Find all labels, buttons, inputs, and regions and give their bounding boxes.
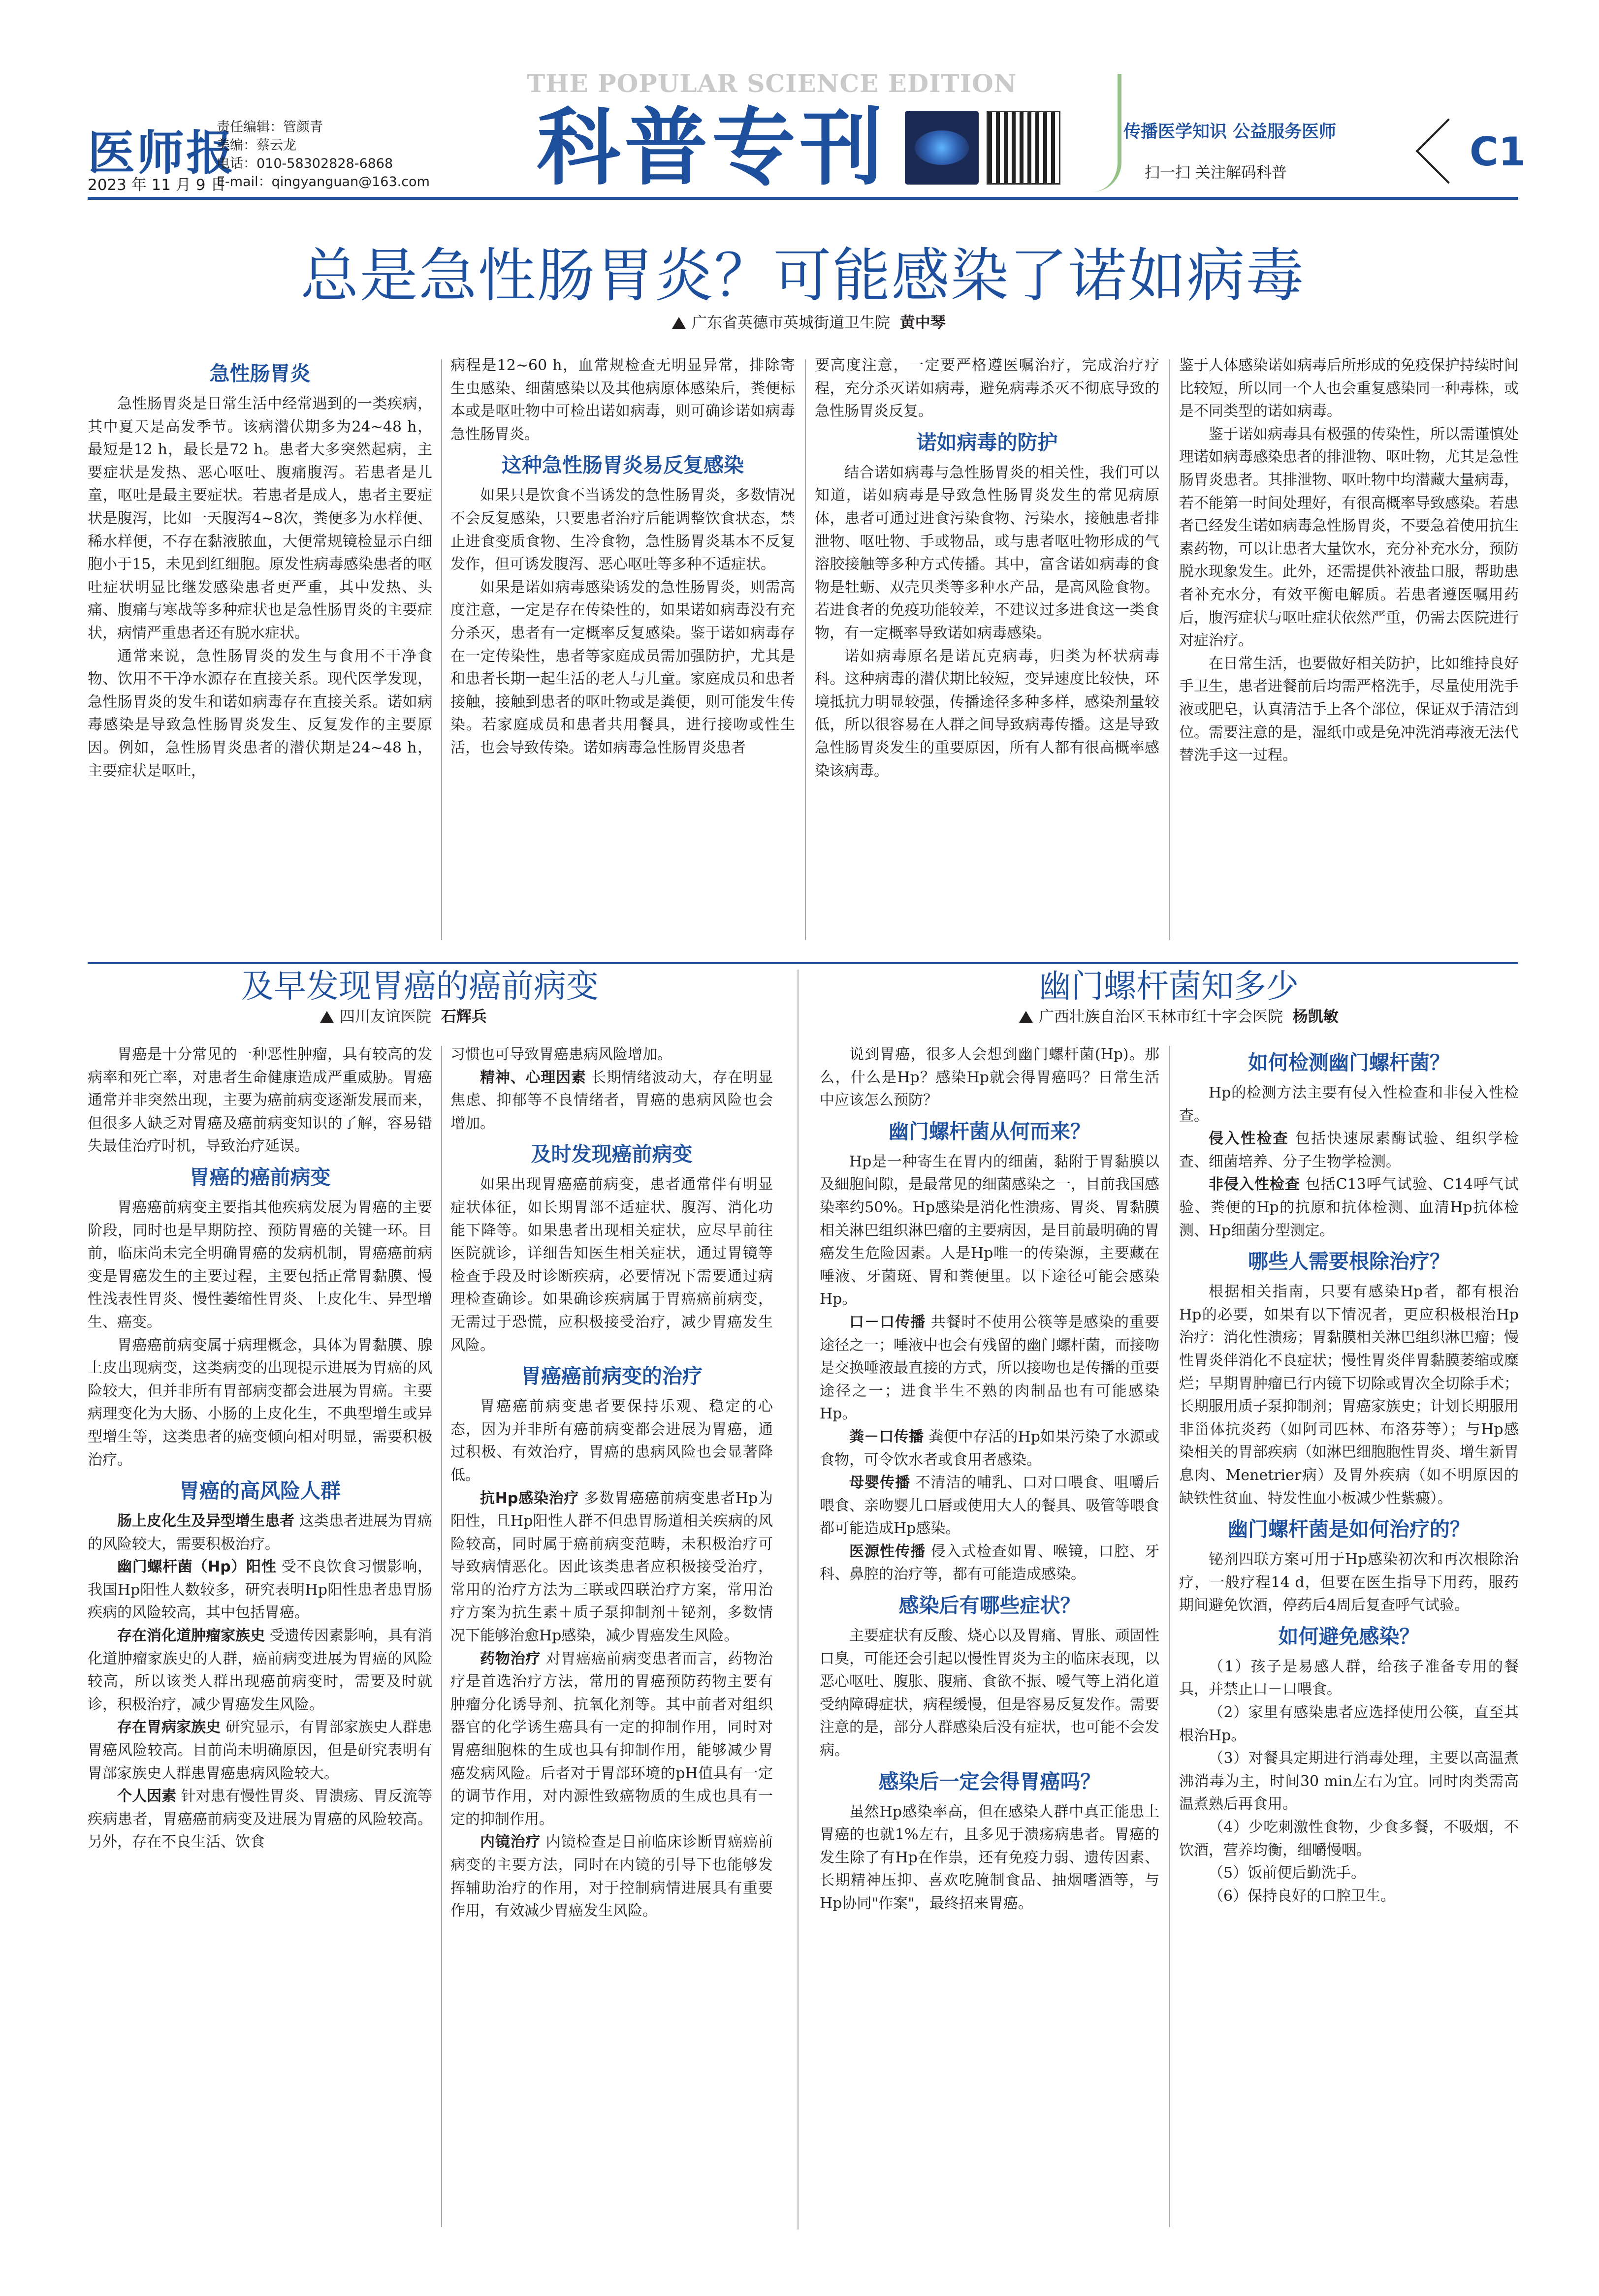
article3-column-2 bbox=[1179, 1043, 1519, 1908]
body-paragraph bbox=[88, 1785, 432, 1854]
masthead-rule bbox=[88, 197, 1518, 200]
body-paragraph bbox=[820, 1625, 1159, 1762]
paragraph-text: 铋剂四联方案可用于Hp感染初次和再次根除治疗，一般疗程14 d，但要在医生指导下用药，服药期间避免饮酒，停药后4周后复查呼气试验。 bbox=[1179, 1551, 1519, 1614]
paragraph-text: 胃癌是十分常见的一种恶性肿瘤，具有较高的发病率和死亡率，对患者生命健康造成严重威胁。胃癌通常并非突然出现，主要为癌前病变逐渐发展而来，但很多人缺乏对胃癌及癌前病变知识的了解，容易错失最佳治疗时机，导致治疗延误。 bbox=[88, 1046, 432, 1155]
article1-title: 总是急性肠胃炎？可能感染了诺如病毒 bbox=[300, 242, 1305, 310]
paragraph-text: 如果是诺如病毒感染诱发的急性肠胃炎，则需高度注意，一定是存在传染性的，如果诺如病毒没有充分杀灭，患者有一定概率反复感染。鉴于诺如病毒存在一定传染性，患者等家庭成员需加强防护，尤其是和患者长期一起生活的老人与儿童。家庭成员和患者接触，接触到患者的呕吐物或是粪便，则可能发生传染。若家庭成员和患者共用餐具，进行接吻或性生活，也会导致传染。诺如病毒急性肠胃炎患者 bbox=[450, 578, 795, 756]
paragraph-text: （4）少吃刺激性食物，少食多餐，不吸烟，不饮酒，营养均衡，细嚼慢咽。 bbox=[1179, 1819, 1519, 1859]
body-paragraph bbox=[815, 645, 1159, 783]
section-heading: 这种急性肠胃炎易反复感染 bbox=[502, 453, 744, 477]
keyword-lead: 内镜治疗 bbox=[480, 1833, 541, 1851]
paragraph-text: 研究显示，有胃部家族史人群患胃癌风险较高。目前尚未明确原因，但是研究表明有胃部家族史人群患胃癌患病风险较大。 bbox=[88, 1719, 432, 1782]
keyword-lead: 幽门螺杆菌（Hp）阳性 bbox=[117, 1558, 277, 1576]
body-paragraph bbox=[450, 1173, 773, 1357]
email-line: E-mail：qingyanguan@163.com bbox=[217, 174, 430, 189]
byline-org: 广西壮族自治区玉林市红十字会医院 bbox=[1039, 1008, 1283, 1026]
keyword-lead: 口－口传播 bbox=[849, 1313, 926, 1331]
body-paragraph bbox=[1179, 1281, 1519, 1510]
article2-byline bbox=[320, 1004, 487, 1026]
paragraph-text: 结合诺如病毒与急性肠胃炎的相关性，我们可以知道，诺如病毒是导致急性肠胃炎发生的常见病原体，患者可通过进食污染食物、污染水，接触患者排泄物、呕吐物、手或物品，或与患者呕吐物形成的气溶胶接触等多种方式传播。其中，富含诺如病毒的食物是牡蛎、双壳贝类等多种水产品，是高风险食物。若进食者的免疫功能较差，不建议过多进食这一类食物，有一定概率导致诺如病毒感染。 bbox=[815, 464, 1159, 642]
body-paragraph bbox=[820, 1801, 1159, 1916]
byline-author: 杨凯敏 bbox=[1292, 1008, 1339, 1026]
paragraph-text: 急性肠胃炎是日常生活中经常遇到的一类疾病，其中夏天是高发季节。该病潜伏期多为24~48 h，最短是12 h，最长是72 h。患者大多突然起病，主要症状是发热、恶心呕吐、腹痛腹泻。若患者是儿童，呕吐是最主要症状。若患者是成人，患者主要症状是腹泻，比如一天腹泻4~8次，粪便多为水样便、稀水样便，不存在黏液脓血，大便常规镜检显示白细胞小于15，未见到红细胞。原发性病毒感染患者的呕吐症状明显比继发感染患者更严重，其中发热、头痛、腹痛与寒战等多种症状也是急性肠胃炎的主要症状，病情严重患者还有脱水症状。 bbox=[88, 395, 432, 642]
paragraph-text: 受不良饮食习惯影响，我国Hp阳性人数较多，研究表明Hp阳性患者患胃肠疾病的风险较高，其中包括胃癌。 bbox=[88, 1558, 432, 1622]
body-paragraph bbox=[1179, 1082, 1519, 1128]
paragraph-text: 虽然Hp感染率高，但在感染人群中真正能患上胃癌的也就1%左右，且多见于溃疡病患者。胃癌的发生除了有Hp在作祟，还有免疫力弱、遗传因素、长期精神压抑、喜欢吃腌制食品、抽烟嗜酒等，与Hp协同"作案"，最终招来胃癌。 bbox=[820, 1803, 1159, 1912]
article2-title: 及早发现胃癌的癌前病变 bbox=[241, 967, 599, 1005]
body-paragraph bbox=[450, 484, 795, 576]
article2-column-1 bbox=[88, 1043, 432, 1854]
edition-title: 科普专刊 bbox=[537, 98, 888, 197]
section-heading: 幽门螺杆菌从何而来？ bbox=[889, 1119, 1090, 1143]
paragraph-text: （2）家里有感染患者应选择使用公筷，直至其根治Hp。 bbox=[1179, 1704, 1519, 1744]
article1-column-1 bbox=[88, 354, 432, 783]
section-heading: 胃癌的高风险人群 bbox=[179, 1479, 341, 1503]
keyword-lead: 存在胃病家族史 bbox=[117, 1719, 221, 1736]
logo-image bbox=[905, 111, 979, 185]
body-paragraph bbox=[1179, 1885, 1519, 1908]
body-paragraph bbox=[450, 354, 795, 446]
body-paragraph bbox=[450, 1831, 773, 1922]
section-heading: 哪些人需要根除治疗？ bbox=[1248, 1250, 1450, 1274]
keyword-lead: 存在消化道肿瘤家族史 bbox=[117, 1627, 265, 1645]
article2-column-2 bbox=[450, 1043, 773, 1923]
body-paragraph bbox=[820, 1043, 1159, 1112]
body-paragraph bbox=[815, 462, 1159, 645]
column-divider bbox=[805, 359, 806, 940]
paragraph-text: 侵入式检查如胃、喉镜，口腔、牙科、鼻腔的治疗等，都有可能造成感染。 bbox=[820, 1542, 1160, 1583]
paragraph-text: 说到胃癌，很多人会想到幽门螺杆菌(Hp)。那么，什么是Hp？感染Hp就会得胃癌吗？日常生活中应该怎么预防？ bbox=[820, 1046, 1159, 1109]
paragraph-text: 针对患有慢性胃炎、胃溃疡、胃反流等疾病患者，胃癌癌前病变及进展为胃癌的风险较高。另外，存在不良生活、饮食 bbox=[88, 1788, 433, 1851]
paragraph-text: （3）对餐具定期进行消毒处理，主要以高温煮沸消毒为主，时间30 min左右为宜。同时肉类需高温煮熟后再食用。 bbox=[1179, 1750, 1519, 1813]
body-paragraph bbox=[450, 1067, 773, 1135]
body-paragraph bbox=[88, 1556, 432, 1625]
body-paragraph bbox=[1179, 1816, 1519, 1862]
column-divider bbox=[1169, 1046, 1170, 2227]
paragraph-text: （1）孩子是易感人群，给孩子准备专用的餐具，并禁止口－口喂食。 bbox=[1179, 1658, 1519, 1698]
article1-column-4 bbox=[1179, 354, 1519, 767]
paper-logo: 医师报 bbox=[88, 125, 235, 181]
body-paragraph bbox=[88, 393, 432, 645]
scan-text: 扫一扫 关注解码科普 bbox=[1145, 164, 1287, 182]
body-paragraph bbox=[450, 1395, 773, 1487]
paragraph-text: 粪便中存活的Hp如果污染了水源或食物，可令饮水者或食用者感染。 bbox=[820, 1428, 1159, 1469]
section-heading: 如何检测幽门螺杆菌？ bbox=[1248, 1051, 1450, 1074]
paragraph-text: 不清洁的哺乳、口对口喂食、咀嚼后喂食、亲吻婴儿口唇或使用大人的餐具、吸管等喂食都可能造成Hp感染。 bbox=[820, 1474, 1159, 1538]
column-divider bbox=[441, 359, 442, 940]
paragraph-text: 要高度注意，一定要严格遵医嘱治疗，完成治疗疗程，充分杀灭诺如病毒，避免病毒杀灭不彻底导致的急性肠胃炎反复。 bbox=[815, 357, 1159, 420]
issue-date: 2023 年 11 月 9 日 bbox=[88, 176, 226, 194]
paragraph-text: 包括快速尿素酶试验、组织学检查、细菌培养、分子生物学检测。 bbox=[1179, 1130, 1519, 1170]
body-paragraph bbox=[450, 1487, 773, 1648]
slogan: 传播医学知识 公益服务医师 bbox=[1123, 122, 1337, 142]
section-heading: 急性肠胃炎 bbox=[209, 362, 311, 385]
article1-byline bbox=[672, 310, 946, 332]
paragraph-text: 如果只是饮食不当诱发的急性肠胃炎，多数情况不会反复感染，只要患者治疗后能调整饮食状态，禁止进食变质食物、生冷食物，急性肠胃炎基本不反复发作，但可诱发腹泻、恶心呕吐等多种不适症状。 bbox=[450, 487, 795, 573]
paragraph-text: Hp是一种寄生在胃内的细菌，黏附于胃黏膜以及細胞间隙，是最常见的细菌感染之一，目前我国感染率约50%。Hp感染是消化性溃疡、胃炎、胃黏膜相关淋巴组织淋巴瘤的主要病因，是目前最明确的胃癌发生危险因素。人是Hp唯一的传染源，主要藏在唾液、牙菌斑、胃和粪便里。以下途径可能会感染Hp。 bbox=[820, 1153, 1159, 1308]
triangle-icon bbox=[320, 1011, 334, 1023]
keyword-lead: 个人因素 bbox=[117, 1788, 177, 1805]
paragraph-text: 在日常生活，也要做好相关防护，比如维持良好手卫生，患者进餐前后均需严格洗手，尽量使用洗手液或肥皂，认真清洁手上各个部位，保证双手清洁到位。需要注意的是，湿纸巾或是免冲洗消毒液无法代替洗手这一过程。 bbox=[1179, 655, 1519, 764]
section-heading: 胃癌的癌前病变 bbox=[189, 1165, 331, 1189]
body-paragraph bbox=[1179, 1656, 1519, 1701]
byline-author: 黄中琴 bbox=[899, 314, 946, 332]
paragraph-text: 受遗传因素影响，具有消化道肿瘤家族史的人群，癌前病变进展为胃癌的风险较高，所以该类人群出现癌前病变时，需要及时就诊，积极治疗，减少胃癌发生风险。 bbox=[88, 1627, 432, 1713]
paragraph-text: 多数胃癌癌前病变患者Hp为阳性，且Hp阳性人群不但患胃肠道相关疾病的风险较高，同时属于癌前病变范畴，未积极治疗可导致病情恶化。因此该类患者应积极接受治疗，常用的治疗方法为三联或四联治疗方案，常用治疗方案为抗生素＋质子泵抑制剂＋铋剂，多数情况下能够治愈Hp感染，减少胃癌发生风险。 bbox=[450, 1489, 773, 1645]
paragraph-text: 根据相关指南，只要有感染Hp者，都有根治Hp的必要，如果有以下情况者，更应积极根治Hp治疗：消化性溃疡；胃黏膜相关淋巴组织淋巴瘤；慢性胃炎伴消化不良症状；慢性胃炎伴胃黏膜萎缩或糜烂；早期胃肿瘤已行内镜下切除或胃次全切除手术；长期服用质子泵抑制剂；胃癌家族史；计划长期服用非甾体抗炎药（如阿司匹林、布洛芬等）；与Hp感染相关的胃部疾病（如淋巴细胞胞性胃炎、增生新胃息肉、Menetrier病）及胃外疾病（如不明原因的缺铁性贫血、特发性血小板减少性紫癜）。 bbox=[1179, 1283, 1519, 1507]
body-paragraph bbox=[88, 1510, 432, 1556]
body-paragraph bbox=[820, 1151, 1159, 1311]
keyword-lead: 医源性传播 bbox=[849, 1542, 926, 1560]
paragraph-text: （5）饭前便后勤洗手。 bbox=[1209, 1864, 1366, 1882]
section-heading: 感染后有哪些症状？ bbox=[898, 1594, 1081, 1618]
byline-org: 四川友谊医院 bbox=[340, 1008, 431, 1026]
article3-title: 幽门螺杆菌知多少 bbox=[1039, 967, 1299, 1005]
triangle-icon bbox=[672, 317, 686, 329]
paragraph-text: 胃癌癌前病变患者要保持乐观、稳定的心态，因为并非所有癌前病变都会进展为胃癌，通过积极、有效治疗，胃癌的患病风险也会显著降低。 bbox=[450, 1398, 773, 1484]
body-paragraph bbox=[820, 1426, 1159, 1472]
paragraph-text: 胃癌癌前病变主要指其他疾病发展为胃癌的主要阶段，同时也是早期防控、预防胃癌的关键一环。目前，临床尚未完全明确胃癌的发病机制，胃癌癌前病变是胃癌发生的主要过程，主要包括正常胃黏膜、慢性浅表性胃炎、慢性萎缩性胃炎、上皮化生、异型增生、癌变。 bbox=[88, 1198, 432, 1331]
paragraph-text: 长期情绪波动大，存在明显焦虑、抑郁等不良情绪者，胃癌的患病风险也会增加。 bbox=[450, 1069, 773, 1132]
qr-code-image bbox=[987, 111, 1060, 185]
body-paragraph bbox=[1179, 1128, 1519, 1173]
section-heading: 如何避免感染？ bbox=[1278, 1624, 1420, 1648]
paragraph-text: 通常来说，急性肠胃炎的发生与食用不干净食物、饮用不干净水源存在直接关系。现代医学发现，急性肠胃炎的发生和诺如病毒存在直接关系。诺如病毒感染是导致急性肠胃炎发生、反复发作的主要原因。例如，急性肠胃炎患者的潜伏期是24~48 h，主要症状是呕吐， bbox=[88, 647, 432, 780]
editor-info bbox=[217, 118, 430, 191]
body-paragraph bbox=[1179, 1862, 1519, 1885]
paragraph-text: 如果出现胃癌癌前病变，患者通常伴有明显症状体征，如长期胃部不适症状、腹泻、消化功能下降等。如果患者出现相关症状，应尽早前往医院就诊，详细告知医生相关症状，通过胃镜等检查手段及时诊断疾病，必要情况下需要通过病理检查确诊。如果确诊疾病属于胃癌癌前病变，无需过于恐慌，应积极接受治疗，减少胃癌发生风险。 bbox=[450, 1176, 773, 1354]
paragraph-text: 包括C13呼气试验、C14呼气试验、粪便的Hp的抗原和抗体检测、血清Hp抗体检测、Hp细菌分型测定。 bbox=[1179, 1176, 1519, 1239]
body-paragraph bbox=[820, 1311, 1159, 1426]
keyword-lead: 母婴传播 bbox=[849, 1474, 911, 1492]
column-divider bbox=[1169, 359, 1170, 940]
paragraph-text: 鉴于人体感染诺如病毒后所形成的免疫保护持续时间比较短，所以同一个人也会重复感染同一种毒株，或是不同类型的诺如病毒。 bbox=[1179, 357, 1519, 420]
body-paragraph bbox=[88, 1043, 432, 1158]
body-paragraph bbox=[1179, 1548, 1519, 1617]
leaf-decoration bbox=[1058, 74, 1121, 192]
body-paragraph bbox=[820, 1541, 1159, 1586]
body-paragraph bbox=[450, 576, 795, 760]
edition-english: THE POPULAR SCIENCE EDITION bbox=[527, 69, 1017, 98]
paragraph-text: 鉴于诺如病毒具有极强的传染性，所以需谨慎处理诺如病毒感染患者的排泄物、呕吐物，尤其是急性肠胃炎患者。其排泄物、呕吐物中均潜藏大量病毒，若不能第一时间处理好，有很高概率导致感染。若患者已经发生诺如病毒急性肠胃炎，不要急着使用抗生素药物，可以让患者大量饮水，充分补充水分，预防脱水现象发生。此外，还需提供补液盐口服，帮助患者补充水分，有效平衡电解质。若患者遵医嘱用药后，腹泻症状与呕吐症状依然严重，仍需去医院进行对症治疗。 bbox=[1179, 425, 1519, 650]
article3-column-1 bbox=[820, 1043, 1159, 1916]
body-paragraph bbox=[1179, 423, 1519, 653]
phone-line: 电话：010-58302828-6868 bbox=[217, 156, 393, 171]
body-paragraph bbox=[1179, 1701, 1519, 1747]
paragraph-text: 内镜检查是目前临床诊断胃癌癌前病变的主要方法，同时在内镜的引导下也能够发挥辅助治疗的作用，对于控制病情进展具有重要作用，有效减少胃癌发生风险。 bbox=[450, 1833, 773, 1920]
body-paragraph bbox=[1179, 1173, 1519, 1242]
body-paragraph bbox=[450, 1043, 773, 1067]
keyword-lead: 粪－口传播 bbox=[849, 1428, 924, 1446]
body-paragraph bbox=[450, 1648, 773, 1831]
paragraph-text: 对胃癌癌前病变患者而言，药物治疗是首选治疗方法，常用的胃癌预防药物主要有肿瘤分化诱导剂、抗氧化剂等。其中前者对组织器官的化学诱生癌具有一定的抑制作用，同时对胃癌细胞株的生成也具有抑制作用，能够减少胃癌发病风险。后者对于胃部环境的pH值具有一定的调节作用，对内源性致癌物质的生成也具有一定的抑制作用。 bbox=[450, 1650, 773, 1828]
paragraph-text: （6）保持良好的口腔卫生。 bbox=[1209, 1887, 1396, 1905]
paragraph-text: 病程是12~60 h，血常规检查无明显异常，排除寄生虫感染、细菌感染以及其他病原体感染后，粪便标本或是呕吐物中可检出诺如病毒，则可确诊诺如病毒急性肠胃炎。 bbox=[450, 357, 795, 443]
designer-line: 美编：蔡云龙 bbox=[217, 138, 296, 153]
keyword-lead: 抗Hp感染治疗 bbox=[480, 1489, 579, 1507]
paragraph-text: 习惯也可导致胃癌患病风险增加。 bbox=[450, 1046, 672, 1063]
body-paragraph bbox=[1179, 354, 1519, 423]
column-divider bbox=[441, 1046, 442, 2227]
body-paragraph bbox=[1179, 1747, 1519, 1816]
triangle-icon bbox=[1019, 1011, 1033, 1023]
paragraph-text: 胃癌癌前病变属于病理概念，具体为胃黏膜、腺上皮出现病变，这类病变的出现提示进展为胃癌的风险较大，但并非所有胃部病变都会进展为胃癌。主要病理变化为大肠、小肠的上皮化生，不典型增生或异型增生等，这类患者的癌变倾向相对明显，需要积极治疗。 bbox=[88, 1336, 432, 1469]
body-paragraph bbox=[88, 1625, 432, 1716]
body-paragraph bbox=[88, 645, 432, 783]
section-heading: 胃癌癌前病变的治疗 bbox=[521, 1364, 703, 1388]
article1-column-2 bbox=[450, 354, 795, 760]
editor-line: 责任编辑：管颜青 bbox=[217, 120, 323, 135]
body-paragraph bbox=[815, 354, 1159, 423]
section-heading: 幽门螺杆菌是如何治疗的？ bbox=[1228, 1517, 1470, 1541]
article3-byline bbox=[1019, 1004, 1339, 1026]
body-paragraph bbox=[88, 1716, 432, 1785]
section-heading: 感染后一定会得胃癌吗？ bbox=[878, 1769, 1101, 1793]
paragraph-text: 诺如病毒原名是诺瓦克病毒，归类为杯状病毒科。这种病毒的潜伏期比较短，变异速度比较快，环境抵抗力明显较强，传播途径多种多样，感染剂量较低，所以很容易在人群之间导致病毒传播。这是导致急性肠胃炎发生的重要原因，所有人都有很高概率感染该病毒。 bbox=[815, 647, 1159, 780]
section-divider-vertical bbox=[798, 970, 799, 2230]
keyword-lead: 药物治疗 bbox=[480, 1650, 541, 1667]
section-heading: 及时发现癌前病变 bbox=[531, 1142, 693, 1166]
body-paragraph bbox=[88, 1196, 432, 1334]
paragraph-text: Hp的检测方法主要有侵入性检查和非侵入性检查。 bbox=[1179, 1084, 1519, 1125]
paragraph-text: 共餐时不使用公筷等是感染的重要途径之一；唾液中也会有残留的幽门螺杆菌，而接吻是交换唾液最直接的方式，所以接吻也是传播的重要途径之一；进食半生不熟的肉制品也有可能感染Hp。 bbox=[820, 1313, 1160, 1423]
keyword-lead: 非侵入性检查 bbox=[1209, 1176, 1301, 1194]
keyword-lead: 肠上皮化生及异型增生患者 bbox=[117, 1512, 295, 1530]
body-paragraph bbox=[820, 1472, 1159, 1541]
body-paragraph bbox=[1179, 653, 1519, 767]
body-paragraph bbox=[88, 1334, 432, 1472]
page-number: C1 bbox=[1470, 129, 1526, 175]
section-heading: 诺如病毒的防护 bbox=[916, 430, 1058, 454]
article1-column-3 bbox=[815, 354, 1159, 783]
keyword-lead: 精神、心理因素 bbox=[480, 1069, 586, 1086]
paragraph-text: 这类患者进展为胃癌的风险较大，需要积极治疗。 bbox=[88, 1512, 433, 1553]
byline-author: 石辉兵 bbox=[441, 1008, 487, 1026]
keyword-lead: 侵入性检查 bbox=[1209, 1130, 1289, 1148]
paragraph-text: 主要症状有反酸、烧心以及胃痛、胃胀、顽固性口臭，可能还会引起以慢性胃炎为主的临床表现，以恶心呕吐、腹胀、腹痛、食欲不振、嗳气等上消化道受纳障碍症状，病程缓慢，但是容易反复发作。需要注意的是，部分人群感染后没有症状，也可能不会发病。 bbox=[820, 1627, 1159, 1760]
byline-org: 广东省英德市英城街道卫生院 bbox=[692, 314, 890, 332]
